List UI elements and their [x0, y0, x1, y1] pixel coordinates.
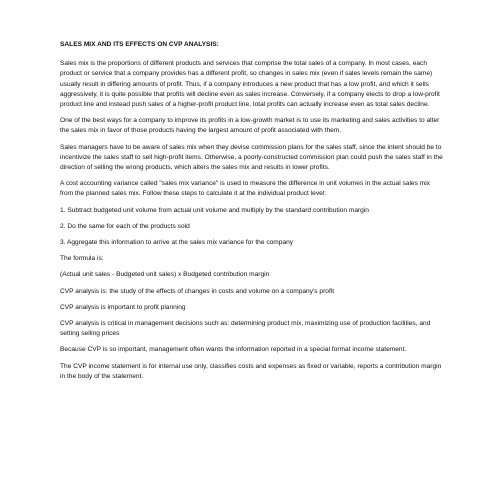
step-3: 3. Aggregate this information to arrive at the sales mix variance for the company — [60, 239, 294, 247]
step-1: 1. Subtract budgeted unit volume from actual unit volume and multiply by the standard contribution margin — [60, 206, 369, 214]
paragraph-sales-mix-definition: Sales mix is the proportions of different products and services that comprise the total sales of a company. In most cases, each product or service that a company provides has a different profit, so changes in sales mix (even if sales levels remain the same) usually result in differing amounts of profit. Thus, if a company introduces a new product that has a low profit, and which it sells aggressively, it is quite possible that profits will decline even as sales increase. Conversely, if a company elects to drop a low-profit product line and instead push sales of a higher-profit product line, total profits can actually increase even as total sales decline. — [60, 60, 440, 109]
step-2: 2. Do the same for each of the products sold — [60, 222, 190, 230]
formula-label: The formula is: — [60, 255, 104, 263]
paragraph-cvp-reporting: Because CVP is so important, management often wants the information reported in a special format income statement. — [60, 346, 407, 354]
paragraph-improve-profits: One of the best ways for a company to improve its profits in a low-growth market is to use its marketing and sales activities to alter the sales mix in favor of those products having the largest amount of profit associated with them. — [60, 117, 440, 135]
document-page — [60, 40, 444, 388]
paragraph-cvp-decisions: CVP analysis is critical in management decisions such as: determining product mix, maximizing use of production facilities, and setting selling prices — [60, 320, 431, 338]
paragraph-sales-mix-variance: A cost accounting variance called "sales mix variance" is used to measure the difference in unit volumes in the actual sales mix from the planned sales mix. Follow these steps to calculate it at the individual product level: — [60, 180, 430, 198]
document-title: SALES MIX AND ITS EFFECTS ON CVP ANALYSIS: — [60, 41, 219, 48]
paragraph-cvp-definition: CVP analysis is: the study of the effects of changes in costs and volume on a company's profit — [60, 287, 335, 295]
formula: (Actual unit sales - Budgeted unit sales) x Budgeted contribution margin — [60, 271, 270, 279]
paragraph-cvp-income-statement: The CVP income statement is for internal use only, classifies costs and expenses as fixed or variable, reports a contribution margin in the body of the statement. — [60, 362, 442, 380]
paragraph-cvp-importance: CVP analysis is important to profit planning — [60, 303, 186, 311]
paragraph-sales-managers: Sales managers have to be aware of sales mix when they devise commission plans for the sales staff, since the intent should be to incentivize the sales staff to sell high-profit items. Otherwise, a poorly-constructed commission plan could push the sales staff in the direction of selling the wrong products, which alters the sales mix and results in lower profits. — [60, 143, 443, 172]
